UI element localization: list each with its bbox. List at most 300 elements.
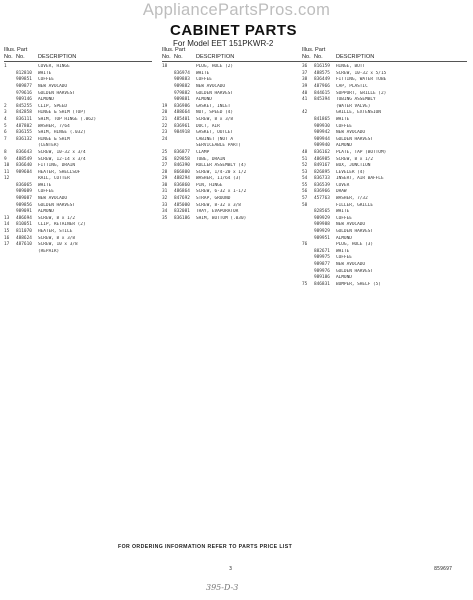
part-description: COFFEE — [38, 189, 54, 195]
part-number: 836974 — [174, 70, 190, 76]
illus-no — [162, 91, 174, 98]
part-number: 488575 — [314, 70, 330, 76]
part-description: ALMOND — [336, 235, 352, 241]
header-part-no: No. — [314, 53, 323, 60]
illus-no — [302, 249, 314, 256]
part-row — [162, 110, 302, 117]
part-description: GOLDEN HARVEST — [336, 136, 374, 142]
part-row — [302, 84, 467, 91]
part-number: 989944 — [314, 136, 330, 142]
part-row — [302, 255, 467, 262]
illus-no: 36 — [302, 64, 308, 70]
illus-no: 41 — [302, 97, 308, 103]
part-number: 488549 — [16, 156, 32, 162]
illus-no: 3 — [4, 110, 7, 116]
part-row — [162, 176, 302, 183]
part-number: 841865 — [314, 116, 330, 122]
illus-no — [162, 71, 174, 78]
illus-no: 51 — [302, 156, 308, 162]
part-description: TUBING ASSEMBLY — [336, 97, 376, 103]
part-description: SUPPORT, GRILLE (2) — [336, 90, 387, 96]
part-description: SERVICEABLE PART) — [196, 143, 241, 149]
part-row — [302, 77, 467, 84]
illus-no: 8 — [4, 149, 7, 155]
part-description: COVER, HINGE — [38, 64, 70, 70]
part-row — [4, 249, 152, 256]
illus-no: 58 — [302, 202, 308, 208]
illus-no: 32 — [162, 196, 168, 202]
part-row — [162, 216, 302, 223]
illus-no: 54 — [302, 176, 308, 182]
part-description: COFFEE — [336, 255, 352, 261]
part-description: COFFEE — [38, 77, 54, 83]
part-number — [314, 110, 336, 117]
part-row — [302, 275, 467, 282]
part-description: GOLDEN HARVEST — [38, 90, 76, 96]
illus-no — [302, 255, 314, 262]
illus-no: 29 — [162, 176, 168, 182]
part-description: WASHER, 7/64 — [38, 123, 70, 129]
part-number: 485000 — [174, 202, 190, 208]
part-number: 487802 — [16, 123, 32, 129]
part-description: WHITE — [336, 248, 350, 254]
part-description: INSERT, AIR BAFFLE — [336, 176, 384, 182]
part-description: HINGE, BUTT — [336, 64, 366, 70]
part-description: (CENTER) — [38, 143, 60, 149]
illus-no: 53 — [302, 169, 308, 175]
illus-no — [302, 229, 314, 236]
illus-no: 42 — [302, 110, 308, 116]
part-description: NEW AVOCADO — [38, 196, 68, 202]
part-row — [4, 150, 152, 157]
illus-no — [302, 222, 314, 229]
part-row — [162, 150, 302, 157]
parts-rows — [302, 64, 467, 288]
part-description: CAP, PLASTIC — [336, 83, 368, 89]
part-description: RAIL, COTTER — [38, 176, 70, 182]
part-row — [162, 97, 302, 104]
illus-no: 10 — [4, 163, 10, 169]
part-number: 989091 — [16, 209, 32, 215]
part-row — [302, 262, 467, 269]
illus-no: 7 — [4, 136, 7, 142]
part-row — [4, 84, 152, 91]
part-description: NEW AVOCADO — [336, 262, 366, 267]
part-row — [302, 64, 467, 71]
part-number: 989951 — [314, 235, 330, 241]
part-number: 836643 — [16, 149, 32, 155]
part-number: 836155 — [16, 130, 32, 136]
part-number: 989604 — [16, 169, 32, 175]
column-header — [302, 47, 467, 62]
part-description: FITTING, DRAIN — [38, 163, 76, 169]
illus-no: 20 — [162, 110, 168, 116]
part-row — [4, 137, 152, 144]
part-number: 811070 — [16, 229, 32, 235]
part-row — [302, 143, 467, 150]
part-number: 836111 — [16, 116, 32, 122]
illus-no — [4, 189, 16, 196]
part-number: 836539 — [314, 182, 330, 188]
part-description: SCREW, 8 x 1/2 — [38, 215, 76, 221]
part-number: 487966 — [314, 83, 330, 89]
part-number: 828565 — [314, 209, 330, 215]
part-description: PLUG, HOLE (2) — [196, 64, 234, 70]
header-no: No. — [302, 53, 311, 60]
part-number: 836186 — [174, 215, 190, 221]
ordering-footer: FOR ORDERING INFORMATION REFER TO PARTS PRICE LIST — [118, 544, 293, 550]
parts-rows — [162, 64, 302, 222]
part-row — [302, 150, 467, 157]
part-row — [302, 282, 467, 289]
part-description: SCREW, 8 x 1/2 — [336, 156, 374, 162]
part-number: 826895 — [314, 169, 330, 175]
illus-no — [4, 209, 16, 216]
part-description: TUBE, DRAIN — [196, 156, 226, 162]
part-description: HINGE & SHIM — [38, 136, 70, 142]
part-number: 488664 — [174, 110, 190, 116]
page-title: CABINET PARTS — [170, 22, 298, 39]
parts-column-1 — [4, 47, 152, 255]
part-description: GOLDEN HARVEST — [196, 90, 234, 96]
header-no: No. — [4, 53, 13, 60]
part-description: SCREW, 6-32 x 1-1/2 — [196, 189, 247, 195]
part-description: SCREW, 10-32 x 3/4 — [38, 149, 86, 155]
illus-no: 4 — [4, 116, 7, 122]
part-description: SCREW, 10-32 x 5/15 — [336, 70, 387, 76]
illus-no: 33 — [162, 202, 168, 208]
part-description: COFFEE — [196, 77, 212, 83]
part-row — [302, 110, 467, 117]
part-number: 836162 — [314, 149, 330, 155]
header-part-no: No. — [174, 53, 183, 60]
illus-no: 40 — [302, 90, 308, 96]
illus-no: 14 — [4, 222, 10, 228]
illus-no — [162, 84, 174, 91]
part-number: 989089 — [16, 189, 32, 195]
part-row — [4, 77, 152, 84]
part-description: GOLDEN HARVEST — [336, 229, 374, 235]
part-row — [4, 196, 152, 203]
header-part-no: No. — [16, 53, 25, 60]
part-description: HINGE & SHIM (TOP) — [38, 110, 86, 116]
part-number: 485401 — [174, 116, 190, 122]
illus-no: 21 — [162, 116, 168, 122]
part-description: FITTING, WATER TUBE — [336, 77, 387, 83]
part-description: GASKET, INLET — [196, 103, 231, 109]
part-number: 836733 — [314, 176, 330, 182]
part-description: HEATER, STILE — [38, 229, 73, 235]
illus-no: 76 — [302, 242, 308, 248]
part-number: 989881 — [174, 97, 190, 103]
part-description: (WATER VALVE) — [336, 103, 371, 109]
illus-no: 9 — [4, 156, 7, 162]
illus-no — [162, 77, 174, 84]
part-row — [162, 137, 302, 144]
part-number: 989851 — [16, 77, 32, 83]
part-description: DUCT, AIR — [196, 123, 220, 129]
part-row — [4, 209, 152, 216]
part-description: SCREW, 8-32 x 3/8 — [196, 202, 241, 208]
part-row — [4, 229, 152, 236]
parts-column-3 — [302, 47, 467, 288]
illus-no: 15 — [4, 229, 10, 235]
part-row — [4, 97, 152, 104]
part-description: LEVELER (4) — [336, 169, 366, 175]
part-number: 836065 — [16, 182, 32, 188]
illus-no: 55 — [302, 182, 308, 188]
part-description: SHIM, HINGE (.032) — [38, 130, 86, 136]
part-row — [162, 209, 302, 216]
part-row — [162, 64, 302, 71]
part-number: 989942 — [314, 130, 330, 136]
part-number: 989877 — [16, 83, 32, 89]
part-number: 486694 — [16, 215, 32, 221]
illus-no — [162, 97, 174, 104]
illus-no: 11 — [4, 169, 10, 175]
part-row — [4, 176, 152, 183]
illus-no: 22 — [162, 123, 168, 129]
part-description: BOX, JUNCTION — [336, 163, 371, 169]
part-number: 836449 — [314, 77, 330, 83]
model-subtitle: For Model EET 151PKWR-2 — [173, 39, 274, 48]
part-row — [302, 163, 467, 170]
illus-no — [302, 124, 314, 131]
part-description: PLUG, HOLE (3) — [336, 242, 374, 248]
illus-no: 19 — [162, 103, 168, 109]
part-description: SHIM, BOTTOM (.030) — [196, 215, 247, 221]
part-description: SCREW, 8 x 3/8 — [196, 116, 234, 122]
parts-column-2 — [162, 47, 302, 222]
part-description: STRAP, GROUND — [196, 196, 231, 202]
part-number: 979882 — [174, 90, 190, 96]
part-row — [162, 196, 302, 203]
illus-no: 35 — [162, 215, 168, 221]
part-number: 866800 — [174, 169, 190, 175]
part-description: CABINET (NOT A — [196, 136, 234, 142]
header-description: DESCRIPTION — [38, 53, 77, 60]
part-number: 836640 — [16, 163, 32, 169]
header-description: DESCRIPTION — [196, 53, 235, 60]
illus-no: 18 — [162, 64, 168, 70]
part-description: ALMOND — [196, 97, 212, 103]
part-row — [162, 143, 302, 150]
part-row — [4, 110, 152, 117]
part-number: 844615 — [314, 90, 330, 96]
part-description: GRILLE, EXTENSION — [336, 110, 381, 116]
part-description: SCREW, 10 x 3/8 — [38, 242, 78, 248]
illus-no — [162, 143, 174, 150]
illus-no — [302, 117, 314, 124]
part-description: GOLDEN HARVEST — [336, 268, 374, 274]
part-number: 845255 — [16, 103, 32, 109]
part-description: PLATE, TAP (BOTTOM) — [336, 149, 387, 155]
part-number: 847692 — [174, 196, 190, 202]
part-description: ROLLER ASSEMBLY (4) — [196, 163, 247, 169]
part-description: FILLER, GRILLE — [336, 202, 374, 208]
illus-no — [4, 77, 16, 84]
part-row — [302, 176, 467, 183]
illus-no — [4, 249, 16, 256]
handwritten-note: 395-D-3 — [206, 583, 239, 592]
illus-no: 17 — [4, 242, 10, 248]
part-number: 845394 — [314, 97, 330, 103]
part-description: COFFEE — [336, 123, 352, 129]
part-number: 989975 — [314, 255, 330, 261]
part-row — [302, 97, 467, 104]
part-number: 486985 — [314, 156, 330, 162]
part-description: SCREW, 12-14 x 3/4 — [38, 156, 86, 162]
watermark-text: AppliancePartsPros.com — [142, 1, 331, 19]
part-description: CLIP, SPEED — [38, 103, 68, 109]
illus-no: 38 — [302, 77, 308, 83]
part-description: WHITE — [38, 70, 52, 76]
part-number: 810051 — [16, 222, 32, 228]
part-description: COVER — [336, 182, 350, 188]
part-number: 989976 — [314, 268, 330, 274]
illus-no — [302, 209, 314, 216]
part-row — [302, 196, 467, 203]
part-number: 836877 — [174, 149, 190, 155]
document-code: 859697 — [434, 566, 453, 572]
part-number: 457763 — [314, 196, 330, 202]
part-description: CLAMP — [196, 149, 210, 155]
part-description: ALMOND — [336, 275, 352, 281]
part-number: 836966 — [314, 189, 330, 195]
part-description: DRAW — [336, 189, 347, 195]
part-number: 836132 — [16, 136, 32, 142]
part-number: 989883 — [174, 77, 190, 83]
part-row — [302, 229, 467, 236]
part-row — [302, 209, 467, 216]
part-number: 846390 — [174, 163, 190, 169]
part-description: SHIM, TOP HINGE (.062) — [38, 116, 97, 122]
part-row — [4, 242, 152, 249]
part-number: 989882 — [174, 83, 190, 89]
part-row — [4, 130, 152, 137]
part-description: NEW AVOCADO — [336, 130, 366, 136]
part-number — [314, 104, 336, 111]
part-row — [162, 117, 302, 124]
part-description: PIN, HINGE — [196, 182, 223, 188]
part-number: 989929 — [314, 215, 330, 221]
part-number — [16, 143, 38, 150]
part-row — [302, 236, 467, 243]
illus-no — [302, 269, 314, 276]
header-illus-part: Illus. Part — [302, 47, 326, 53]
part-number: 984918 — [174, 130, 190, 136]
illus-no — [302, 216, 314, 223]
illus-no: 31 — [162, 189, 168, 195]
illus-no: 30 — [162, 182, 168, 188]
part-row — [4, 163, 152, 170]
part-description: ALMOND — [38, 209, 54, 215]
part-description: GASKET, OUTLET — [196, 130, 234, 136]
part-description: CLIP, RETAINER (2) — [38, 222, 86, 228]
part-description: NEW AVOCADO — [38, 83, 68, 89]
part-description: GOLDEN HARVEST — [38, 202, 76, 208]
part-number: 816159 — [314, 64, 330, 70]
watermark-banner — [0, 0, 473, 18]
part-number: 882671 — [314, 248, 330, 254]
part-description: WASHER, 11/64 (3) — [196, 176, 241, 182]
part-number: 979616 — [16, 90, 32, 96]
illus-no — [302, 137, 314, 144]
illus-no — [4, 91, 16, 98]
illus-no: 13 — [4, 215, 10, 221]
part-number: 842858 — [16, 110, 32, 116]
part-number: 989930 — [314, 123, 330, 129]
illus-no: 52 — [302, 163, 308, 169]
illus-no — [302, 143, 314, 150]
illus-no: 23 — [162, 130, 168, 136]
part-row — [302, 117, 467, 124]
part-row — [302, 104, 467, 111]
illus-no — [4, 203, 16, 210]
illus-no: 12 — [4, 176, 10, 182]
illus-no — [302, 130, 314, 137]
header-illus-part: Illus. Part — [4, 47, 28, 53]
part-description: (REPAIR) — [38, 248, 60, 254]
part-description: BUMPER, SHELF (5) — [336, 281, 381, 287]
part-number: 829858 — [174, 156, 190, 162]
part-description: COFFEE — [336, 215, 352, 221]
part-row — [4, 117, 152, 124]
part-number: 849167 — [314, 163, 330, 169]
illus-no: 28 — [162, 169, 168, 175]
header-illus-part: Illus. Part — [162, 47, 186, 53]
part-number: 487610 — [16, 242, 32, 248]
part-row — [4, 170, 152, 177]
part-number: 832081 — [174, 209, 190, 215]
illus-no: 39 — [302, 83, 308, 89]
part-number — [174, 143, 196, 150]
part-row — [162, 84, 302, 91]
part-row — [162, 77, 302, 84]
part-row — [4, 64, 152, 71]
part-number: 836986 — [174, 103, 190, 109]
illus-no: 1 — [4, 64, 7, 70]
part-number: 989877 — [314, 262, 330, 267]
part-description: ALMOND — [38, 97, 54, 103]
illus-no: 56 — [302, 189, 308, 195]
illus-no — [4, 84, 16, 91]
part-number — [16, 176, 38, 183]
column-header — [162, 47, 302, 62]
part-row — [4, 143, 152, 150]
part-number: 488294 — [174, 176, 190, 182]
part-description: TRAY, EVAPORATOR — [196, 209, 239, 215]
part-number: 989940 — [314, 143, 330, 149]
illus-no — [4, 71, 16, 78]
illus-no: 16 — [4, 235, 10, 241]
part-number: 989087 — [16, 196, 32, 202]
part-number: 989146 — [16, 97, 32, 103]
part-number: 812810 — [16, 70, 32, 76]
part-number: 846831 — [314, 281, 330, 287]
part-description: WHITE — [336, 116, 350, 122]
illus-no — [4, 183, 16, 190]
page-number: 3 — [229, 566, 233, 572]
part-number — [16, 64, 38, 71]
part-description: HEATER, SHELLSOF — [38, 169, 81, 175]
illus-no — [302, 262, 314, 269]
part-number — [174, 64, 196, 71]
part-description: WASHER, 7/32 — [336, 196, 368, 202]
illus-no: 6 — [4, 130, 7, 136]
part-row — [302, 130, 467, 137]
part-description: WHITE — [196, 70, 210, 76]
